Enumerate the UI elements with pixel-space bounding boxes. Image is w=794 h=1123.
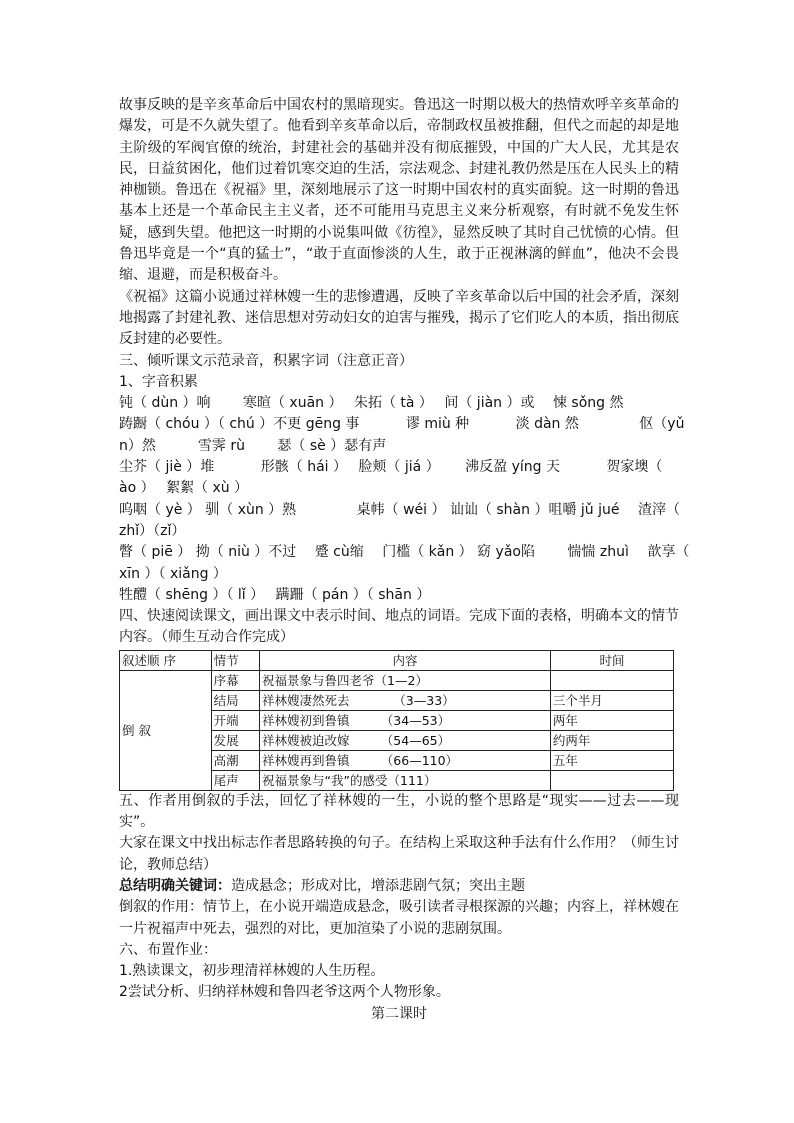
content-cell: 祥林嫂初到鲁镇 （34—53） [260, 710, 551, 730]
plot-table [119, 650, 674, 791]
time-cell: 约两年 [550, 730, 673, 750]
plot-cell: 尾声 [211, 770, 259, 790]
homework-item: 1.熟读课文，初步理清祥林嫂的人生历程。 [119, 963, 385, 980]
table-row [120, 670, 674, 690]
time-cell: 五年 [550, 750, 673, 770]
section-3-subheading: 1、字音积累 [119, 373, 198, 390]
plot-cell: 发展 [211, 730, 259, 750]
header-time: 时间 [550, 650, 673, 670]
time-cell [550, 670, 673, 690]
pronunciation-line: 牲醴（ shēng ）（ lǐ ） 蹒跚（ pán ）（ shān ） [119, 586, 431, 603]
time-cell: 三个半月 [550, 690, 673, 710]
content-cell: 祝福景象与鲁四老爷（1—2） [260, 670, 551, 690]
pronunciation-line: n）然 雪霁 rù 瑟（ sè ）瑟有声 [119, 437, 387, 454]
content-cell: 祥林嫂再到鲁镇 （66—110） [260, 750, 551, 770]
pronunciation-line: 瞥（ piē ） 拗（ niù ）不过 蹙 cù缩 门槛（ kǎn ） 窈 yǎo陷 惴惴 zhuì 歆享（ [119, 544, 690, 561]
pronunciation-line: ào ） 絮絮（ xù ） [119, 480, 249, 497]
order-cell: 倒 叙 [120, 670, 212, 790]
content-cell: 祥林嫂被迫改嫁 （54—65） [260, 730, 551, 750]
homework-item: 2尝试分析、归纳祥林嫂和鲁四老爷这两个人物形象。 [119, 984, 450, 1001]
pronunciation-line: 钝（ dùn ）响 寒暄（ xuān ） 朱拓（ tà ） 间（ jiàn ）或 悚 sǒng 然 [119, 395, 624, 412]
intro-paragraph-1: 故事反映的是辛亥革命后中国农村的黑暗现实。鲁迅这一时期以极大的热情欢呼辛亥革命的爆发，可是不久就失望了。他看到辛亥革命以后，帝制政权虽被推翻，但代之而起的却是地主阶级的军阀官僚的统治，封建社会的基础并没有彻底摧毁，中国的广大人民，尤其是农民，日益贫困化，他们过着饥寒交迫的生活，宗法观念、封建礼教仍然是压在人民头上的精神枷锁。鲁迅在《祝福》里，深刻地展示了这一时期中国农村的真实面貌。这一时期的鲁迅基本上还是一个革命民主主义者，还不可能用马克思主义来分析观察，有时就不免发生怀疑，感到失望。他把这一时期的小说集叫做《彷徨》，显然反映了其时自己忧愤的心情。但鲁迅毕竟是一个“真的猛士”，“敢于直面惨淡的人生，敢于正视淋漓的鲜血”，他决不会畏缩、退避，而是积极奋斗。 [119, 97, 679, 284]
pronunciation-list [119, 393, 690, 606]
keywords-label: 总结明确关键词： [119, 877, 231, 894]
intro-paragraph-2: 《祝福》这篇小说通过祥林嫂一生的悲惨遭遇，反映了辛亥革命以后中国的社会矛盾，深刻地揭露了封建礼教、迷信思想对劳动妇女的迫害与摧残，揭示了它们吃人的本质，指出彻底反封建的必要性。 [119, 288, 679, 348]
plot-cell: 序幕 [211, 670, 259, 690]
keywords-text: 造成悬念；形成对比，增添悲剧气氛；突出主题 [231, 877, 525, 894]
header-content: 内容 [260, 650, 551, 670]
pronunciation-line: 尘芥（ jiè ）堆 形骸（ hái ） 脸颊（ jiá ） 沸反盈 yíng 天 贺家墺（ [119, 459, 663, 476]
document-page [119, 95, 690, 1025]
section-5-keywords [119, 876, 679, 897]
content-cell: 祥林嫂凄然死去 （3—33） [260, 690, 551, 710]
pronunciation-line: xīn ）（ xiǎng ） [119, 565, 227, 582]
pronunciation-line: zhǐ）（zǐ） [119, 522, 186, 539]
table-header-row [120, 650, 674, 670]
header-plot: 情节 [211, 650, 259, 670]
section-3-heading: 三、倾听课文示范录音，积累字词（注意正音） [119, 352, 413, 369]
pronunciation-line: 踌蹰（ chóu ）（ chú ）不更 gēng 事 谬 miù 种 淡 dàn 然 伛（yǔ [119, 416, 685, 433]
content-cell: 祝福景象与“我”的感受（111） [260, 770, 551, 790]
section-5-heading: 五、作者用倒叙的手法，回忆了祥林嫂的一生，小说的整个思路是“现实——过去——现实”。 [119, 792, 679, 831]
plot-cell: 开端 [211, 710, 259, 730]
section-6-heading: 六、布置作业： [119, 941, 217, 958]
plot-cell: 高潮 [211, 750, 259, 770]
section-5-effect: 倒叙的作用：情节上，在小说开端造成悬念，吸引读者寻根探源的兴趣；内容上，祥林嫂在一片祝福声中死去，强烈的对比，更加渲染了小说的悲剧氛围。 [119, 899, 679, 937]
header-order: 叙述顺 序 [120, 650, 212, 670]
time-cell: 两年 [550, 710, 673, 730]
next-lesson-title: 第二课时 [371, 1005, 427, 1022]
section-5-question: 大家在课文中找出标志作者思路转换的句子。在结构上采取这种手法有什么作用？（师生讨论，教师总结） [119, 835, 679, 873]
time-cell [550, 770, 673, 790]
pronunciation-line: 呜咽（ yè ） 驯（ xùn ）熟 桌帏（ wéi ） 讪讪（ shàn ）咀嚼 jǔ jué 渣滓（ [119, 501, 680, 518]
section-4-heading: 四、快速阅读课文，画出课文中表示时间、地点的词语。完成下面的表格，明确本文的情节内容。（师生互动合作完成） [119, 608, 679, 646]
plot-cell: 结局 [211, 690, 259, 710]
